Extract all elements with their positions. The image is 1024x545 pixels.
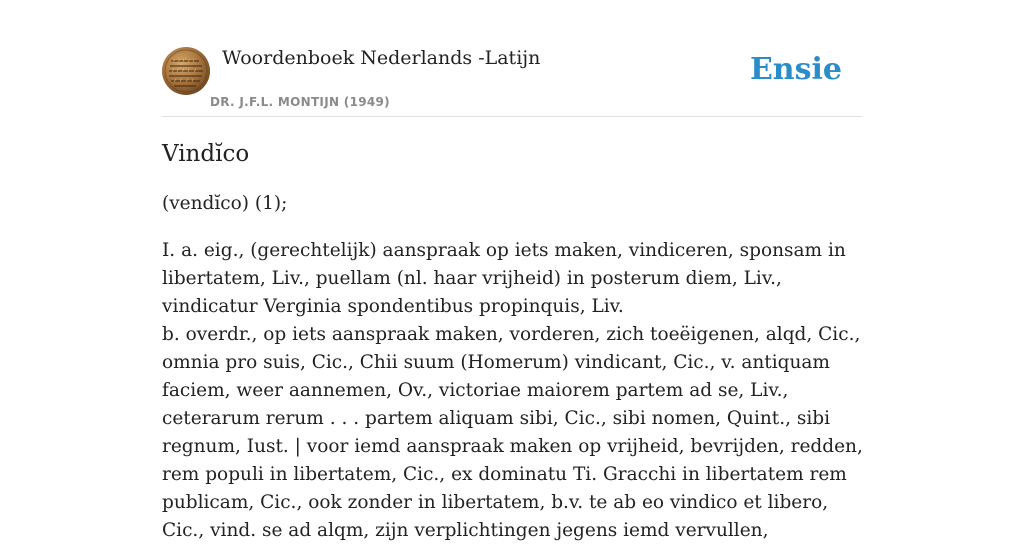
dictionary-header bbox=[162, 46, 862, 117]
coin-image bbox=[162, 47, 210, 95]
dictionary-entry bbox=[162, 138, 864, 545]
latin-inscription-coin-icon[interactable] bbox=[162, 47, 210, 95]
entry-sense: b. overdr., op iets aanspraak maken, vorderen, zich toeëigenen, alqd, Cic., omnia pro suis, Cic., Chii suum (Homerum) vindicant, Cic., v. antiquam faciem, weer aannemen, Ov., victoriae maiorem partem ad se, Liv., ceterarum rerum . . . partem aliquam sibi, Cic., sibi nomen, Quint., sibi regnum, Iust. | voor iemd aanspraak maken op vrijheid, bevrijden, redden, rem populi in libertatem, Cic., ex dominatu Ti. Gracchi in libertatem rem publicam, Cic., ook zonder in libertatem, b.v. te ab eo vindico et libero, Cic., vind. se ad alqm, zijn verplichtingen jegens iemd vervullen, bbox=[162, 324, 863, 541]
entry-variant: (vendĭco) (1); bbox=[162, 193, 288, 214]
entry-sense: I. a. eig., (gerechtelijk) aanspraak op iets maken, vindiceren, sponsam in libertatem, Liv., puellam (nl. haar vrijheid) in posterum diem, Liv., vindicatur Verginia spondentibus propinquis, Liv. bbox=[162, 240, 846, 317]
entry-headword: Vindĭco bbox=[162, 141, 250, 167]
ensie-brand-logo[interactable]: Ensie bbox=[749, 52, 842, 87]
dictionary-author: DR. J.F.L. MONTIJN (1949) bbox=[210, 95, 390, 109]
dictionary-title[interactable]: Woordenboek Nederlands -Latijn bbox=[222, 47, 541, 69]
